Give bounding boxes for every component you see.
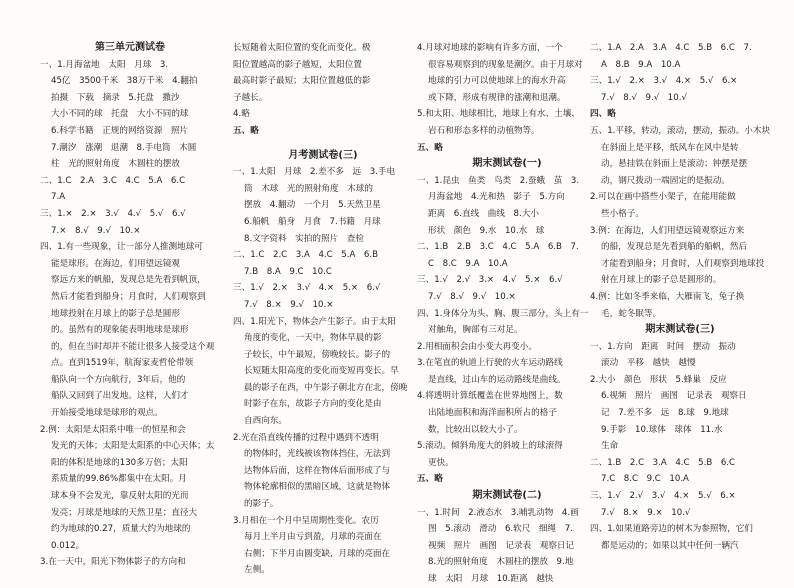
answer-line: 7.A <box>51 192 66 203</box>
answer-line: 右侧；下半月由圆变缺，月球的亮面在 <box>244 548 391 559</box>
answer-line: 时影子在东，故影子方向的变化是由 <box>244 399 382 410</box>
column-4 <box>590 40 770 554</box>
answer-line: 四、略 <box>590 109 616 120</box>
answer-line: 的船，发现总是先看到船的船帆，然后 <box>601 242 748 253</box>
answer-line: 3.例：在海边，人们用望远镜观察远方来 <box>590 225 745 236</box>
answer-line: 出陆地面积和海洋面积所占的格子 <box>428 408 557 419</box>
answer-line: 大小不同的球 托盘 大小不同的球 <box>51 109 189 120</box>
answer-line: 的物体时，光线被该物体挡住，无法到 <box>244 449 391 460</box>
answer-line: 动，钢尺拨动一端固定的是振动。 <box>601 175 730 186</box>
answer-line: 四、1.阳光下，物体会产生影子。由于太阳 <box>233 316 396 327</box>
answer-line: 察远方来的帆船，发现总是先看到帆顶， <box>51 275 206 286</box>
answer-line: 45亿 3500千米 38万千米 4.翻拍 <box>51 76 198 87</box>
answer-line: 很容易观察到的现象是潮汐。由于月球对 <box>428 59 583 70</box>
answer-line: 二、1.B 2.C 3.A 4.C 5.B 6.C <box>590 457 736 468</box>
answer-line: 或下降，形成有规律的涨潮和退潮。 <box>428 92 566 103</box>
answer-line: 开始接受地球是球形的观点。 <box>51 408 163 419</box>
answer-line: 4.将透明计算纸覆盖在世界地图上，数 <box>417 391 563 402</box>
answer-line: 7.√ 8.× 9.× 10.√ <box>601 507 691 518</box>
answer-line: 一、1.月海盆地 太阳 月球 3. <box>40 59 169 70</box>
answer-line: 长短随太阳高度的变化而变短再变长。早 <box>244 366 399 377</box>
answer-line: 更快。 <box>428 457 454 468</box>
answer-line: 是直线，过山车的运动路线是曲线。 <box>428 374 566 385</box>
answer-line: 8.光的照射角度 木圆柱的摆放 9.地 <box>428 557 574 568</box>
answer-line: 0.012。 <box>51 540 85 551</box>
answer-line: 7.√ 8.√ 9.√ 10.√ <box>601 92 687 103</box>
answer-line: 6.船帆 船身 月食 7.书籍 月球 <box>244 216 381 227</box>
answer-line: 二、1.B 2.B 3.C 4.C 5.A 6.B 7. <box>417 242 579 253</box>
answer-line: 2.大小 颜色 形状 5.蜂巢 反应 <box>590 374 727 385</box>
answer-line: 9.手影 10.球体 球体 11.水 <box>601 424 723 435</box>
answer-line: 射在月球上的影子总是圆形的。 <box>601 275 722 286</box>
section-title: 第三单元测试卷 <box>95 42 165 53</box>
section-title: 月考测试卷(三) <box>288 149 358 161</box>
answer-line: 二、1.C 2.A 3.C 4.C 5.A 6.C <box>40 175 186 186</box>
answer-line: 船队又回到了出发地。这样，人们才 <box>51 391 189 402</box>
answer-line: 才能看到船身；月食时，人们观察到地球投 <box>601 258 765 269</box>
answer-line: 视频 照片 画图 记录表 观察日记 <box>428 540 575 551</box>
answer-line: 动，悬挂铁在斜面上是滚动；钟摆是摆 <box>601 159 748 170</box>
answer-line: 晨的影子在西，中午影子朝北方在北，傍晚 <box>244 382 408 393</box>
answer-line: 四、1.如果道路旁边的树木为参照物，它们 <box>590 524 753 535</box>
answer-line: 7.C 8.C 9.C 10.A <box>601 474 689 485</box>
answer-line: 三、1.√ 2.√ 3.× 4.√ 5.× 6.√ <box>417 275 563 286</box>
answer-line: 子较长，中午最短，傍晚较长。影子的 <box>244 349 391 360</box>
answer-line: 岩石和形态多样的动植物等。 <box>428 125 540 136</box>
answer-line: 一、1.昆虫 鱼类 鸟类 2.蚕蛾 茧 3. <box>417 175 580 186</box>
section-title: 期末测试卷(三) <box>645 324 715 336</box>
answer-line: 些小格子。 <box>601 208 644 219</box>
column-1 <box>40 40 220 571</box>
answer-line: 五、略 <box>417 474 443 485</box>
answer-line: 系质量的99.86%都集中在太阳。月 <box>51 474 187 485</box>
answer-line: 7.√ 8.√ 9.√ 10.× <box>428 291 516 302</box>
answer-line: 一、1.时间 2.液态水 3.哺乳动物 4.画 <box>417 507 579 518</box>
answer-line: 五、略 <box>233 125 259 136</box>
answer-line: 月海盆地 4.光和热 影子 5.方向 <box>428 192 565 203</box>
answer-line: 物体轮廓相似的黑暗区域，这就是物体 <box>244 482 391 493</box>
section-title: 期末测试卷(一) <box>472 158 542 170</box>
section-title: 期末测试卷(二) <box>472 490 542 502</box>
answer-line: 球 太阳 月球 10.距离 越快 <box>428 574 554 584</box>
answer-line: 达物体后面，这样在物体后面形成了与 <box>244 465 391 476</box>
column-2 <box>233 40 413 579</box>
answer-line: 然后才能看到船身；月食时，人们观察到 <box>51 291 206 302</box>
answer-line: 发亮；月球是地球的天然卫星；直径大 <box>51 507 198 518</box>
answer-line: 2.可以在画中搭些小架子，在能用能做 <box>590 192 736 203</box>
answer-line: 每月上半月由亏到盈，月球的亮面在 <box>244 532 382 543</box>
answer-line: 2.用相面积会由小变大再变小。 <box>417 341 537 352</box>
answer-line: 4.月球对地球的影响有许多方面，一个 <box>417 43 563 53</box>
answer-line: 地球的引力可以使地球上的海水升高 <box>428 76 566 87</box>
answer-line: 3.在一天中，阳光下物体影子的方向和 <box>40 557 186 568</box>
answer-line: 5.滚动。倾斜角度大的斜坡上的球滚得 <box>417 441 563 452</box>
answer-line: 的，但在当时却并不能让很多人接受这个观 <box>51 341 215 352</box>
answer-line: 生命 <box>601 441 619 452</box>
answer-line: 的影子。 <box>244 499 279 510</box>
answer-line: 约为地球的0.27，质量大约为地球的 <box>51 524 191 535</box>
answer-line: 阳的体积是地球的130多万倍；太阳 <box>51 457 188 468</box>
answer-line: 能是球形。在海边，们用望远镜观 <box>51 258 180 269</box>
answer-line: 三、1.× 2.× 3.√ 4.√ 5.√ 6.√ <box>40 208 186 219</box>
answer-line: C 8.C 9.A 10.A <box>428 258 508 269</box>
answer-line: 毛，蛇冬眠等。 <box>601 308 662 319</box>
answer-line: 二、1.C 2.C 3.A 4.C 5.A 6.B <box>233 250 379 261</box>
answer-line: 二、1.A 2.A 3.A 4.C 5.B 6.C 7. <box>590 43 752 53</box>
answer-line: 对触角，胸部有三对足。 <box>428 325 523 336</box>
answer-line: A 8.B 9.A 10.A <box>601 59 681 70</box>
answer-line: 三、1.√ 2.× 3.√ 4.× 5.√ 6.× <box>590 76 738 87</box>
answer-line: 角度的变化，一天中，物体早晨的影 <box>244 333 382 344</box>
answer-line: 最高时影子最短；太阳位置越低的影 <box>233 76 371 87</box>
answer-line: 三、1.√ 2.× 3.√ 4.× 5.× 6.√ <box>233 283 381 294</box>
answer-line: 7.B 8.A 9.C 10.C <box>244 266 332 277</box>
answer-line: 筒 木球 光的照射角度 木球的 <box>244 183 373 194</box>
answer-line: 球本身不会发光，靠反射太阳的光而 <box>51 491 189 502</box>
answer-line: 阳位置越高的影子越短，太阳位置 <box>233 59 362 70</box>
answer-line: 发光的天体；太阳是太阳系的中心天体；太 <box>51 441 215 452</box>
answer-line: 一、1.方向 距离 时间 摆动 振动 <box>590 341 736 352</box>
answer-line: 拍摄 下载 摘录 5.托盘 撒沙 <box>51 92 180 103</box>
answer-line: 滚动 平移 越快 越慢 <box>601 358 696 369</box>
answer-line: 2.例：太阳是太阳系中唯一的恒星和会 <box>40 424 186 435</box>
answer-line: 数，比较出以较大小了。 <box>428 424 523 435</box>
answer-line: 8.文字资料 实拍的照片 查检 <box>244 233 364 244</box>
answer-line: 4.略 <box>233 109 250 120</box>
answer-line: 7.潮汐 涨潮 退潮 8.手电筒 木圆 <box>51 142 197 153</box>
answer-line: 5.和太阳、地球相比，地球上有水、土壤、 <box>417 109 580 120</box>
answer-line: 图 5.滚动 滑动 6.软尺 细绳 7. <box>428 524 573 535</box>
answer-line: 三、1.√ 2.√ 3.√ 4.× 5.√ 6.× <box>590 491 736 502</box>
answer-line: 在斜面上是平移，纸风车在风中是转 <box>601 142 739 153</box>
answer-line: 6.视频 照片 画图 记录表 观察日 <box>601 391 747 402</box>
answer-line: 长短随着太阳位置的变化而变化。极 <box>233 43 371 53</box>
answer-line: 6.科学书籍 正规的网络资源 照片 <box>51 125 189 136</box>
answer-line: 五、1.平移，转动，滚动，摆动，振动。小木块 <box>590 125 770 136</box>
column-3 <box>417 40 597 588</box>
answer-line: 五、略 <box>417 142 443 153</box>
answer-line: 船队向一个方向航行，3年后，他的 <box>51 374 186 385</box>
answer-line: 7.× 8.√ 9.√ 10.× <box>51 225 141 236</box>
answer-line: 柱 光的照射角度 木圆柱的摆放 <box>51 159 180 170</box>
answer-line: 的。虽然有的现象能表明地球是球形 <box>51 325 189 336</box>
answer-line: 摆放 4.翻动 一个月 5.天然卫星 <box>244 200 381 211</box>
answer-line: 距离 6.直线 曲线 8.大小 <box>428 208 539 219</box>
answer-line: 记 7.差不多 远 8.球 9.地球 <box>601 408 729 419</box>
answer-line: 7.√ 8.× 9.√ 10.× <box>244 299 334 310</box>
answer-line: 都是运动的；如果以其中任何一辆汽 <box>601 540 739 551</box>
answer-line: 形状 颜色 9.水 10.水 球 <box>428 225 545 236</box>
answer-line: 3.月相在一个月中呈周期性变化。农历 <box>233 515 379 526</box>
answer-line: 左侧。 <box>244 565 270 576</box>
answer-line <box>233 140 413 148</box>
answer-line: 4.例：比如冬季来临，大雁南飞，兔子换 <box>590 291 745 302</box>
answer-line: 一、1.太阳 月球 2.差不多 远 3.手电 <box>233 167 396 178</box>
answer-line: 地球投射在月球上的影子总是圆形 <box>51 308 180 319</box>
answer-line: 3.在笔直的轨道上行驶的火车运动路线 <box>417 358 563 369</box>
answer-line: 2.光在沿直线传播的过程中遇到不透明 <box>233 432 379 443</box>
answer-line: 子越长。 <box>233 92 268 103</box>
answer-line: 点。直到1519年，航海家麦哲伦带领 <box>51 358 194 369</box>
answer-line: 四、1.身体分为头、胸、腹三部分，头上有一 <box>417 308 589 319</box>
answer-line: 四、1.有一些现象，让一部分人推测地球可 <box>40 242 203 253</box>
answer-line: 自西向东。 <box>244 416 287 427</box>
